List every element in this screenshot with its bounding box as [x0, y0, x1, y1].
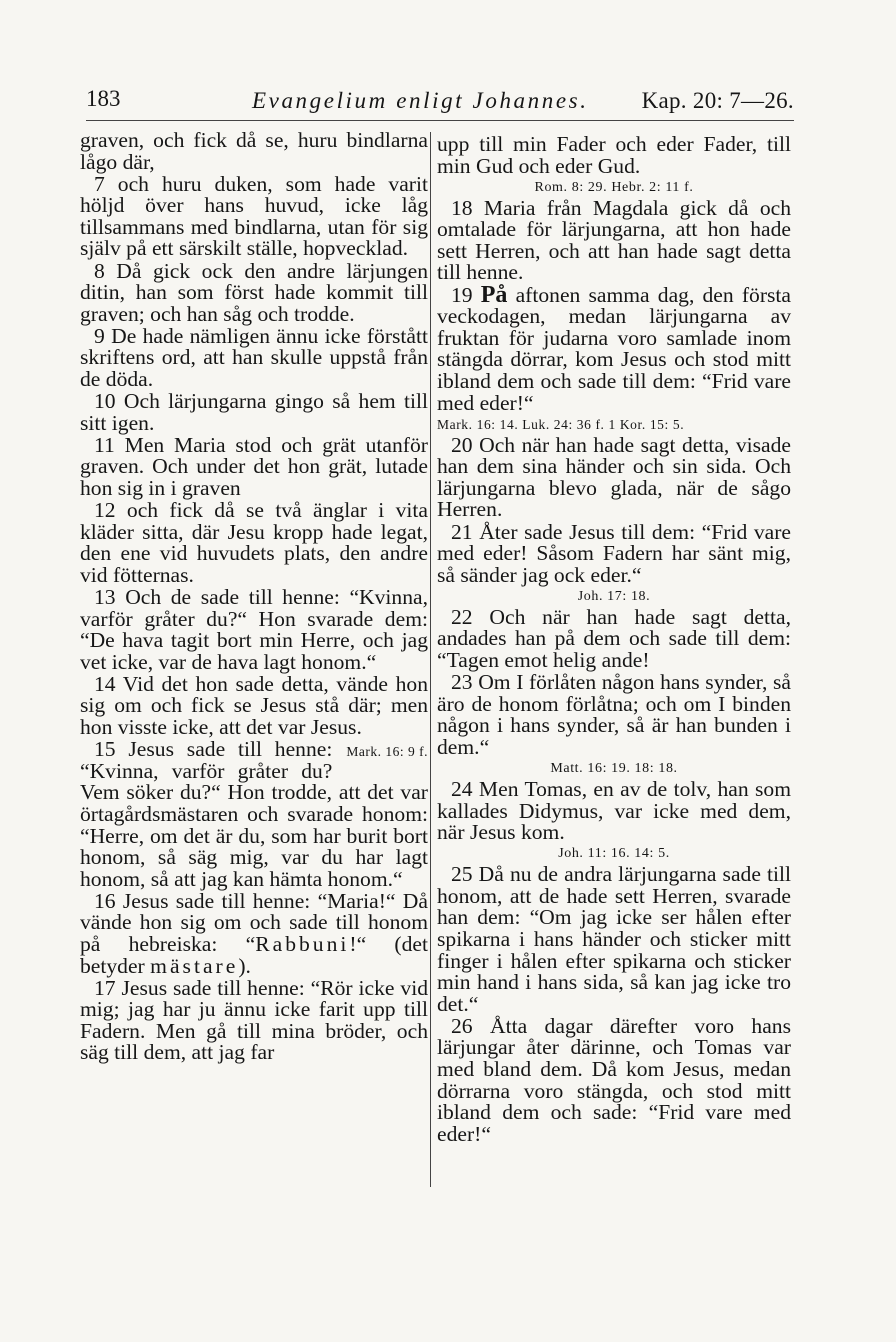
verse-17-continuation: upp till min Fader och eder Fader, till min Gud och eder Gud.	[437, 132, 791, 178]
page-number: 183	[86, 86, 121, 111]
verse-6-continuation: graven, och fick då se, huru bindlarna lågo där,	[80, 128, 428, 174]
cross-reference-23: Matt. 16: 19. 18: 18.	[550, 760, 678, 776]
verse-14	[80, 671, 428, 759]
verse-21: 21 Åter sade Jesus till dem: “Frid vare med eder! Såsom Fadern har sänt mig, så sänder jag ock eder.“	[437, 519, 791, 587]
verse-20: 20 Och när han hade sagt detta, visade han dem sina händer och sin sida. Och lärjungarna blevo glada, när de sågo Herren.	[437, 432, 791, 522]
verse-16-text-e: ).	[238, 953, 251, 978]
verse-13: 13 Och de sade till henne: “Kvinna, varför gråter du?“ Hon svarade dem: “De hava tagit bort min Herre, och jag vet icke, var de hava lagt honom.“	[80, 584, 428, 674]
cross-reference-21: Joh. 17: 18.	[577, 588, 651, 604]
cross-reference-24: Joh. 11: 16. 14: 5.	[558, 846, 670, 862]
verse-10: 10 Och lärjungarna gingo så hem till sitt igen.	[80, 389, 428, 435]
verse-19	[437, 281, 791, 415]
verse-19-initial: På	[480, 281, 508, 308]
verse-25: 25 Då nu de andra lärjungarna sade till honom, att de hade sett Herren, svarade han dem: “Om jag icke ser hålen efter spikarna i hans händer och sticker mitt finger i hålen efter spikarna och sticker min hand i hans sida, så kan jag icke tro det.“	[437, 862, 791, 1016]
cross-reference-19: Mark. 16: 14. Luk. 24: 36 f. 1 Kor. 15: 5.	[437, 416, 685, 432]
verse-19-text: aftonen samma dag, den första veckodagen, medan lärjungarna av fruktan för judarna voro samlade inom stängda dörrar, kom Jesus och stod mitt ibland dem och sade till dem: “Frid vare med eder!“	[437, 282, 791, 415]
verse-16	[80, 888, 429, 978]
verse-23: 23 Om I förlåten någon hans synder, så äro de honom förlåtna; och om I binden någon i hans synder, så är han bunden i dem.“	[437, 670, 791, 759]
verse-16-text-a: 16 Jesus sade till henne: “Maria!“ Då vände hon sig om och sade till honom på hebreiska: “	[80, 888, 428, 956]
verse-16-text-c: !“ (det betyder	[80, 931, 429, 978]
left-column	[80, 130, 428, 1065]
verse-16-rabbuni: Rabbuni	[255, 931, 350, 956]
verse-18: 18 Maria från Magdala gick då och omtalade för lärjungarna, att hon hade sett Herren, och att han hade sagt detta till henne.	[437, 195, 791, 285]
verse-12: 12 och fick då se två änglar i vita kläder sitta, där Jesu kropp hade legat, den ene vid huvudets plats, den andre vid fötternas.	[80, 498, 428, 587]
verse-24: 24 Men Tomas, en av de tolv, han som kallades Didymus, var icke med dem, när Jesus kom.	[437, 776, 791, 845]
right-column	[437, 134, 791, 1146]
verse-19-num: 19	[451, 282, 481, 307]
verse-11: 11 Men Maria stod och grät utanför graven. Och under det hon grät, lutade hon sig in i graven	[80, 432, 428, 500]
verse-9: 9 De hade nämligen ännu icke förstått skriftens ord, att han skulle uppstå från de döda.	[80, 323, 428, 392]
verse-16-mastare: mästare	[150, 953, 239, 978]
chapter-reference: Kap. 20: 7—26.	[641, 88, 794, 113]
book-title: Evangelium enligt Johannes.	[252, 88, 589, 113]
verse-26: 26 Åtta dagar därefter voro hans lärjungar åter därinne, och Tomas var med bland dem. Då kom Jesus, medan dörrarna voro stängda, och stod mitt ibland dem och sade: “Frid vare med eder!“	[437, 1013, 791, 1146]
verse-7: 7 och huru duken, som hade varit höljd över hans huvud, icke låg tillsammans med bindlarna, utan för sig själv på ett särskilt ställe, hopvecklad.	[80, 171, 428, 261]
page-header	[86, 86, 794, 121]
cross-reference-17: Rom. 8: 29. Hebr. 2: 11 f.	[534, 179, 694, 195]
verse-22: 22 Och när han hade sagt detta, andades han på dem och sade till dem: “Tagen emot helig ande!	[437, 604, 791, 672]
verse-14-text: 14 Vid det hon sade detta, vände hon sig om och fick se Jesus stå där; men hon visste icke, att det var Jesus.	[80, 671, 428, 740]
column-divider	[430, 132, 431, 1187]
verse-15: 15 Jesus sade till henne: “Kvinna, varför gråter du? Vem söker du?“ Hon trodde, att det var örtagårdsmästaren och svarade honom: “Herre, om det är du, som har burit bort honom, så säg mig, var du har lagt honom, så att jag kan hämta honom.“	[80, 737, 428, 891]
verse-17: 17 Jesus sade till henne: “Rör icke vid mig; jag har ju ännu icke farit upp till Fadern. Men gå till mina bröder, och säg till dem, att jag far	[80, 975, 428, 1065]
cross-reference-14: Mark. 16: 9 f.	[346, 743, 428, 759]
verse-8: 8 Då gick ock den andre lärjungen ditin, han som först hade kommit till graven; och han såg och trodde.	[80, 258, 428, 326]
